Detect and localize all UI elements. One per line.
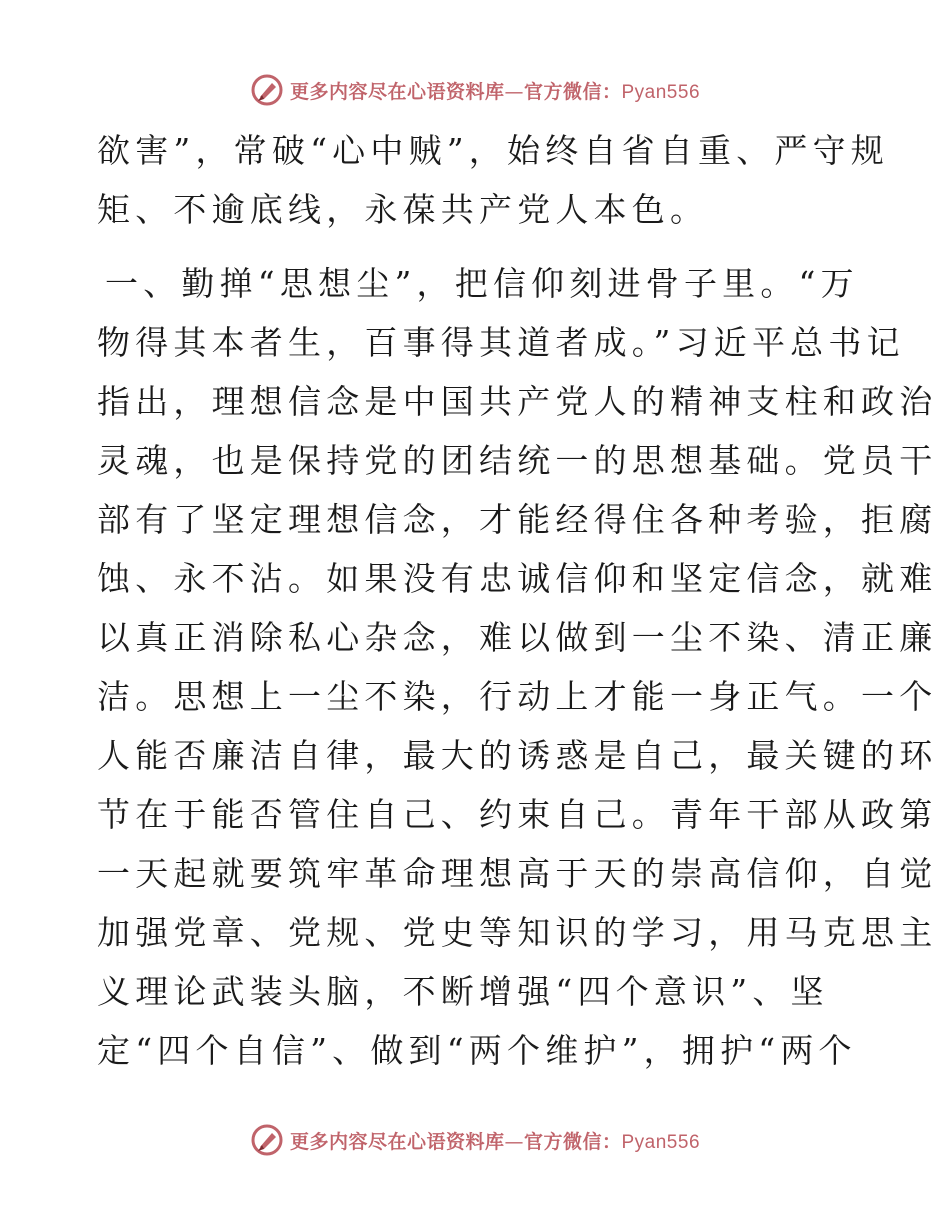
text-line: 欲害”，常破“心中贼”，始终自省自重、严守规	[97, 131, 890, 170]
text-line: 灵魂，也是保持党的团结统一的思想基础。党员干	[97, 441, 938, 480]
text-line: 矩、不逾底线，永葆共产党人本色。	[97, 190, 709, 229]
watermark-site: 更多内容尽在心语资料库	[289, 80, 505, 103]
document-body	[97, 121, 938, 1080]
watermark-text	[290, 77, 700, 104]
paragraph	[97, 254, 938, 1080]
text-line: 洁。思想上一尘不染，行动上才能一身正气。一个	[97, 677, 938, 716]
text-line: 物得其本者生，百事得其道者成。”习近平总书记	[97, 323, 905, 362]
text-line: 节在于能否管住自己、约束自己。青年干部从政第	[97, 795, 938, 834]
pen-nib-circle-icon	[250, 73, 284, 107]
paragraph	[97, 121, 890, 239]
watermark-wechat-id: Pyan556	[621, 81, 701, 103]
watermark-wechat-label: 官方微信：	[523, 80, 622, 103]
watermark-wechat-id: Pyan556	[621, 1131, 701, 1153]
watermark-wechat-label: 官方微信：	[523, 1130, 622, 1153]
text-line: 一天起就要筑牢革命理想高于天的崇高信仰，自觉	[97, 854, 938, 893]
text-line: 部有了坚定理想信念，才能经得住各种考验，拒腐	[97, 500, 938, 539]
text-line: 人能否廉洁自律，最大的诱惑是自己，最关键的环	[97, 736, 938, 775]
header-watermark	[0, 70, 950, 110]
text-line: 定“四个自信”、做到“两个维护”，拥护“两个	[97, 1031, 857, 1070]
text-line: 以真正消除私心杂念，难以做到一尘不染、清正廉	[97, 618, 938, 657]
watermark-site: 更多内容尽在心语资料库	[289, 1130, 505, 1153]
text-line: 指出，理想信念是中国共产党人的精神支柱和政治	[97, 382, 938, 421]
text-line: 加强党章、党规、党史等知识的学习，用马克思主	[97, 913, 938, 952]
watermark-separator: —	[504, 80, 524, 103]
footer-watermark	[0, 1120, 950, 1160]
watermark-text	[290, 1127, 700, 1154]
text-line: 蚀、永不沾。如果没有忠诚信仰和坚定信念，就难	[97, 559, 938, 598]
text-line: 义理论武装头脑，不断增强“四个意识”、坚	[97, 972, 829, 1011]
watermark-separator: —	[504, 1130, 524, 1153]
text-line: 一、勤掸“思想尘”，把信仰刻进骨子里。“万	[105, 264, 859, 303]
paragraph-spacer	[97, 239, 857, 254]
pen-nib-circle-icon	[250, 1123, 284, 1157]
